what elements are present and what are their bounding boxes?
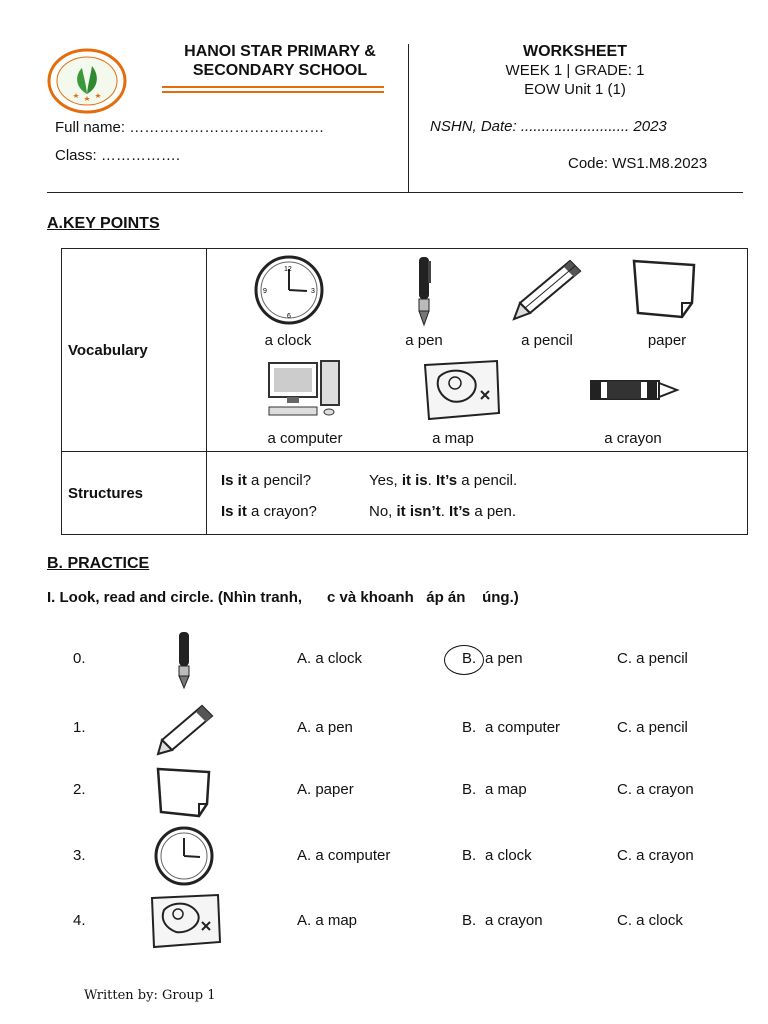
structure-question-1: Is it a pencil? — [221, 472, 312, 489]
option-b[interactable]: a map — [485, 781, 527, 798]
structure-answer-2: No, it isn’t. It’s a pen. — [369, 503, 517, 520]
pen-icon — [176, 630, 192, 690]
option-a[interactable]: A. a computer — [297, 847, 391, 864]
vocab-pen-label: a pen — [405, 332, 443, 349]
vocab-clock-label: a clock — [264, 332, 312, 349]
question-number: 2. — [73, 781, 86, 798]
key-points-table — [61, 248, 748, 535]
pencil-icon — [156, 704, 214, 756]
structures-label: Structures — [62, 452, 207, 535]
svg-text:3: 3 — [311, 288, 315, 295]
option-c[interactable]: C. a pencil — [617, 719, 688, 736]
orange-rule-1 — [162, 86, 384, 88]
class-field[interactable]: Class: ……………. — [55, 147, 181, 164]
vocabulary-cell — [207, 249, 747, 451]
option-b-letter[interactable]: B. — [462, 912, 477, 929]
question-number: 1. — [73, 719, 86, 736]
question-number: 0. — [73, 650, 86, 667]
clock-icon — [152, 826, 216, 886]
section-b-title: B. PRACTICE — [47, 555, 150, 572]
vocabulary-label: Vocabulary — [62, 249, 207, 452]
structure-question-2: Is it a crayon? — [221, 503, 317, 520]
option-c[interactable]: C. a pencil — [617, 650, 688, 667]
option-b-letter[interactable]: B. — [462, 847, 477, 864]
pen-icon — [414, 255, 434, 327]
pencil-icon — [512, 259, 582, 321]
option-a[interactable]: A. a clock — [297, 650, 363, 667]
crayon-icon — [589, 377, 681, 403]
vocab-pencil-label: a pencil — [521, 332, 573, 349]
question-number: 3. — [73, 847, 86, 864]
map-icon — [419, 357, 505, 423]
option-b-letter[interactable]: B. — [462, 719, 477, 736]
code-label: Code: WS1.M8.2023 — [568, 155, 708, 172]
paper-icon — [155, 766, 213, 818]
option-c[interactable]: C. a clock — [617, 912, 683, 929]
vocab-map-label: a map — [432, 430, 474, 447]
section-a-title: A.KEY POINTS — [47, 215, 160, 232]
footer-author: Written by: Group 1 — [84, 988, 216, 1003]
option-a[interactable]: A. a map — [297, 912, 358, 929]
structures-cell — [207, 452, 747, 534]
structure-answer-1: Yes, it is. It’s a pencil. — [369, 472, 518, 489]
clock-icon — [251, 255, 327, 325]
vocab-paper-label: paper — [647, 332, 687, 349]
svg-text:6: 6 — [287, 313, 291, 320]
option-b-letter[interactable]: B. — [462, 781, 477, 798]
option-a[interactable]: A. paper — [297, 781, 354, 798]
exercise-instruction: I. Look, read and circle. (Nhìn tranh, c và khoanh áp án úng.) — [47, 589, 519, 606]
option-b[interactable]: a pen — [485, 650, 523, 667]
option-c[interactable]: C. a crayon — [617, 781, 694, 798]
question-number: 4. — [73, 912, 86, 929]
school-logo — [46, 48, 128, 114]
header-bottom-rule — [47, 192, 743, 193]
svg-text:9: 9 — [263, 288, 267, 295]
date-field[interactable]: NSHN, Date: .......................... 2023 — [430, 118, 667, 135]
option-b[interactable]: a computer — [485, 719, 561, 736]
computer-icon — [265, 359, 345, 419]
worksheet-heading: WORKSHEET WEEK 1 | GRADE: 1 EOW Unit 1 (1) — [505, 43, 645, 98]
paper-icon — [630, 257, 700, 321]
option-c[interactable]: C. a crayon — [617, 847, 694, 864]
map-icon — [146, 892, 224, 950]
school-name: HANOI STAR PRIMARY & SECONDARY SCHOOL — [184, 43, 376, 79]
full-name-field[interactable]: Full name: ………………………………… — [55, 119, 325, 136]
svg-text:12: 12 — [284, 266, 292, 273]
vocab-computer-label: a computer — [267, 430, 343, 447]
vocab-crayon-label: a crayon — [604, 430, 662, 447]
option-b[interactable]: a clock — [485, 847, 532, 864]
header-divider — [408, 44, 409, 192]
option-b-letter[interactable]: B. — [462, 650, 477, 667]
orange-rule-2 — [162, 91, 384, 93]
option-b[interactable]: a crayon — [485, 912, 543, 929]
option-a[interactable]: A. a pen — [297, 719, 353, 736]
